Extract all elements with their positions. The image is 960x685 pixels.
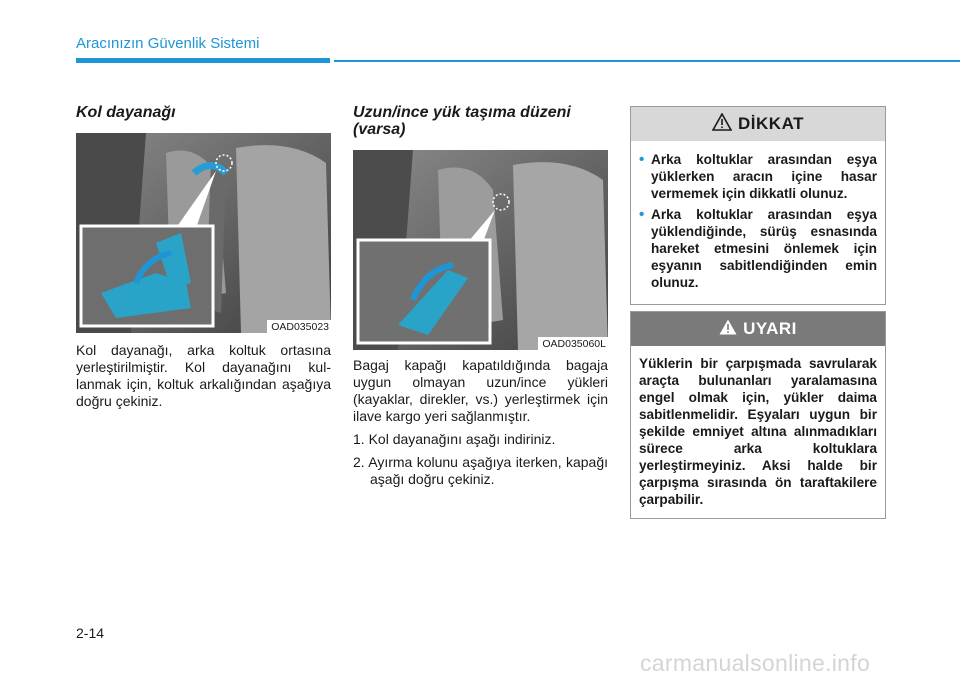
warning-header <box>631 312 885 346</box>
armrest-photo <box>76 133 331 333</box>
armrest-body: Kol dayanağı, arka koltuk ortasına yerleştirilmiştir. Kol dayanağını kullanmak için, koltuk arkalığından aşağıya doğru çekiniz. <box>76 342 331 409</box>
pass-through-photo <box>353 150 608 350</box>
caution-body <box>631 141 885 304</box>
caution-header <box>631 107 885 141</box>
caution-label: DİKKAT <box>738 114 804 133</box>
step-1: 1. Kol dayanağını aşağı indiriniz. <box>353 431 556 447</box>
header-rule-thin <box>334 60 960 62</box>
warning-label: UYARI <box>743 319 797 338</box>
caution-item: • Arka koltuklar arasından eşya yüklerken aracın içine hasar vermemek için dikkatli olunuz. <box>639 151 877 201</box>
armrest-column <box>76 104 331 410</box>
section-title: Aracınızın Güvenlik Sistemi <box>76 35 260 52</box>
pass-through-body: Bagaj kapağı kapatıldığında bagaja uygun olmayan uzun/ince yükleri (kayaklar, direkler, vs.) yerleştirmek için ilave kargo yeri sağlanmıştır. <box>353 357 608 424</box>
watermark: carmanualsonline.info <box>640 650 871 676</box>
pass-through-steps <box>353 431 608 488</box>
bullet-dot: • <box>639 151 645 168</box>
warning-triangle-filled-icon <box>719 319 737 340</box>
step-2: 2. Ayırma kolunu aşağıya iterken, kapağı aşağı doğru çekiniz. <box>353 454 608 487</box>
warning-text: Yüklerin bir çarpışmada savrularak araçta bulunanları yaralamasına engel olmak için, yükler daima sabitlenmelidir. Eşyaları uygun bir şekilde emniyet altına alınmadıkları sürece arka koltuklara yerleştirmeyiniz. Aksi halde bir çarpışma sırasında ön taraftakilere çarpabilir. <box>639 356 877 507</box>
pass-through-illustration <box>353 150 608 350</box>
header-rule-thick <box>76 58 330 63</box>
caution-item: • Arka koltuklar arasından eşya yüklendiğinde, sürüş esnasında hareket etmesini önlemek için eşyanın sabitlendiğinden emin olunuz. <box>639 206 877 290</box>
pass-through-image-code: OAD035060L <box>538 337 608 350</box>
armrest-illustration <box>76 133 331 333</box>
pass-through-title: Uzun/ince yük taşıma düzeni (varsa) <box>353 104 571 138</box>
bullet-dot: • <box>639 206 645 223</box>
warning-triangle-outline-icon <box>712 113 732 136</box>
warning-box <box>630 311 886 519</box>
pass-through-column <box>353 104 608 488</box>
caution-box <box>630 106 886 305</box>
armrest-image-code: OAD035023 <box>267 320 331 333</box>
warning-body <box>631 346 885 518</box>
armrest-title: Kol dayanağı <box>76 104 176 121</box>
page-number: 2-14 <box>76 625 105 641</box>
